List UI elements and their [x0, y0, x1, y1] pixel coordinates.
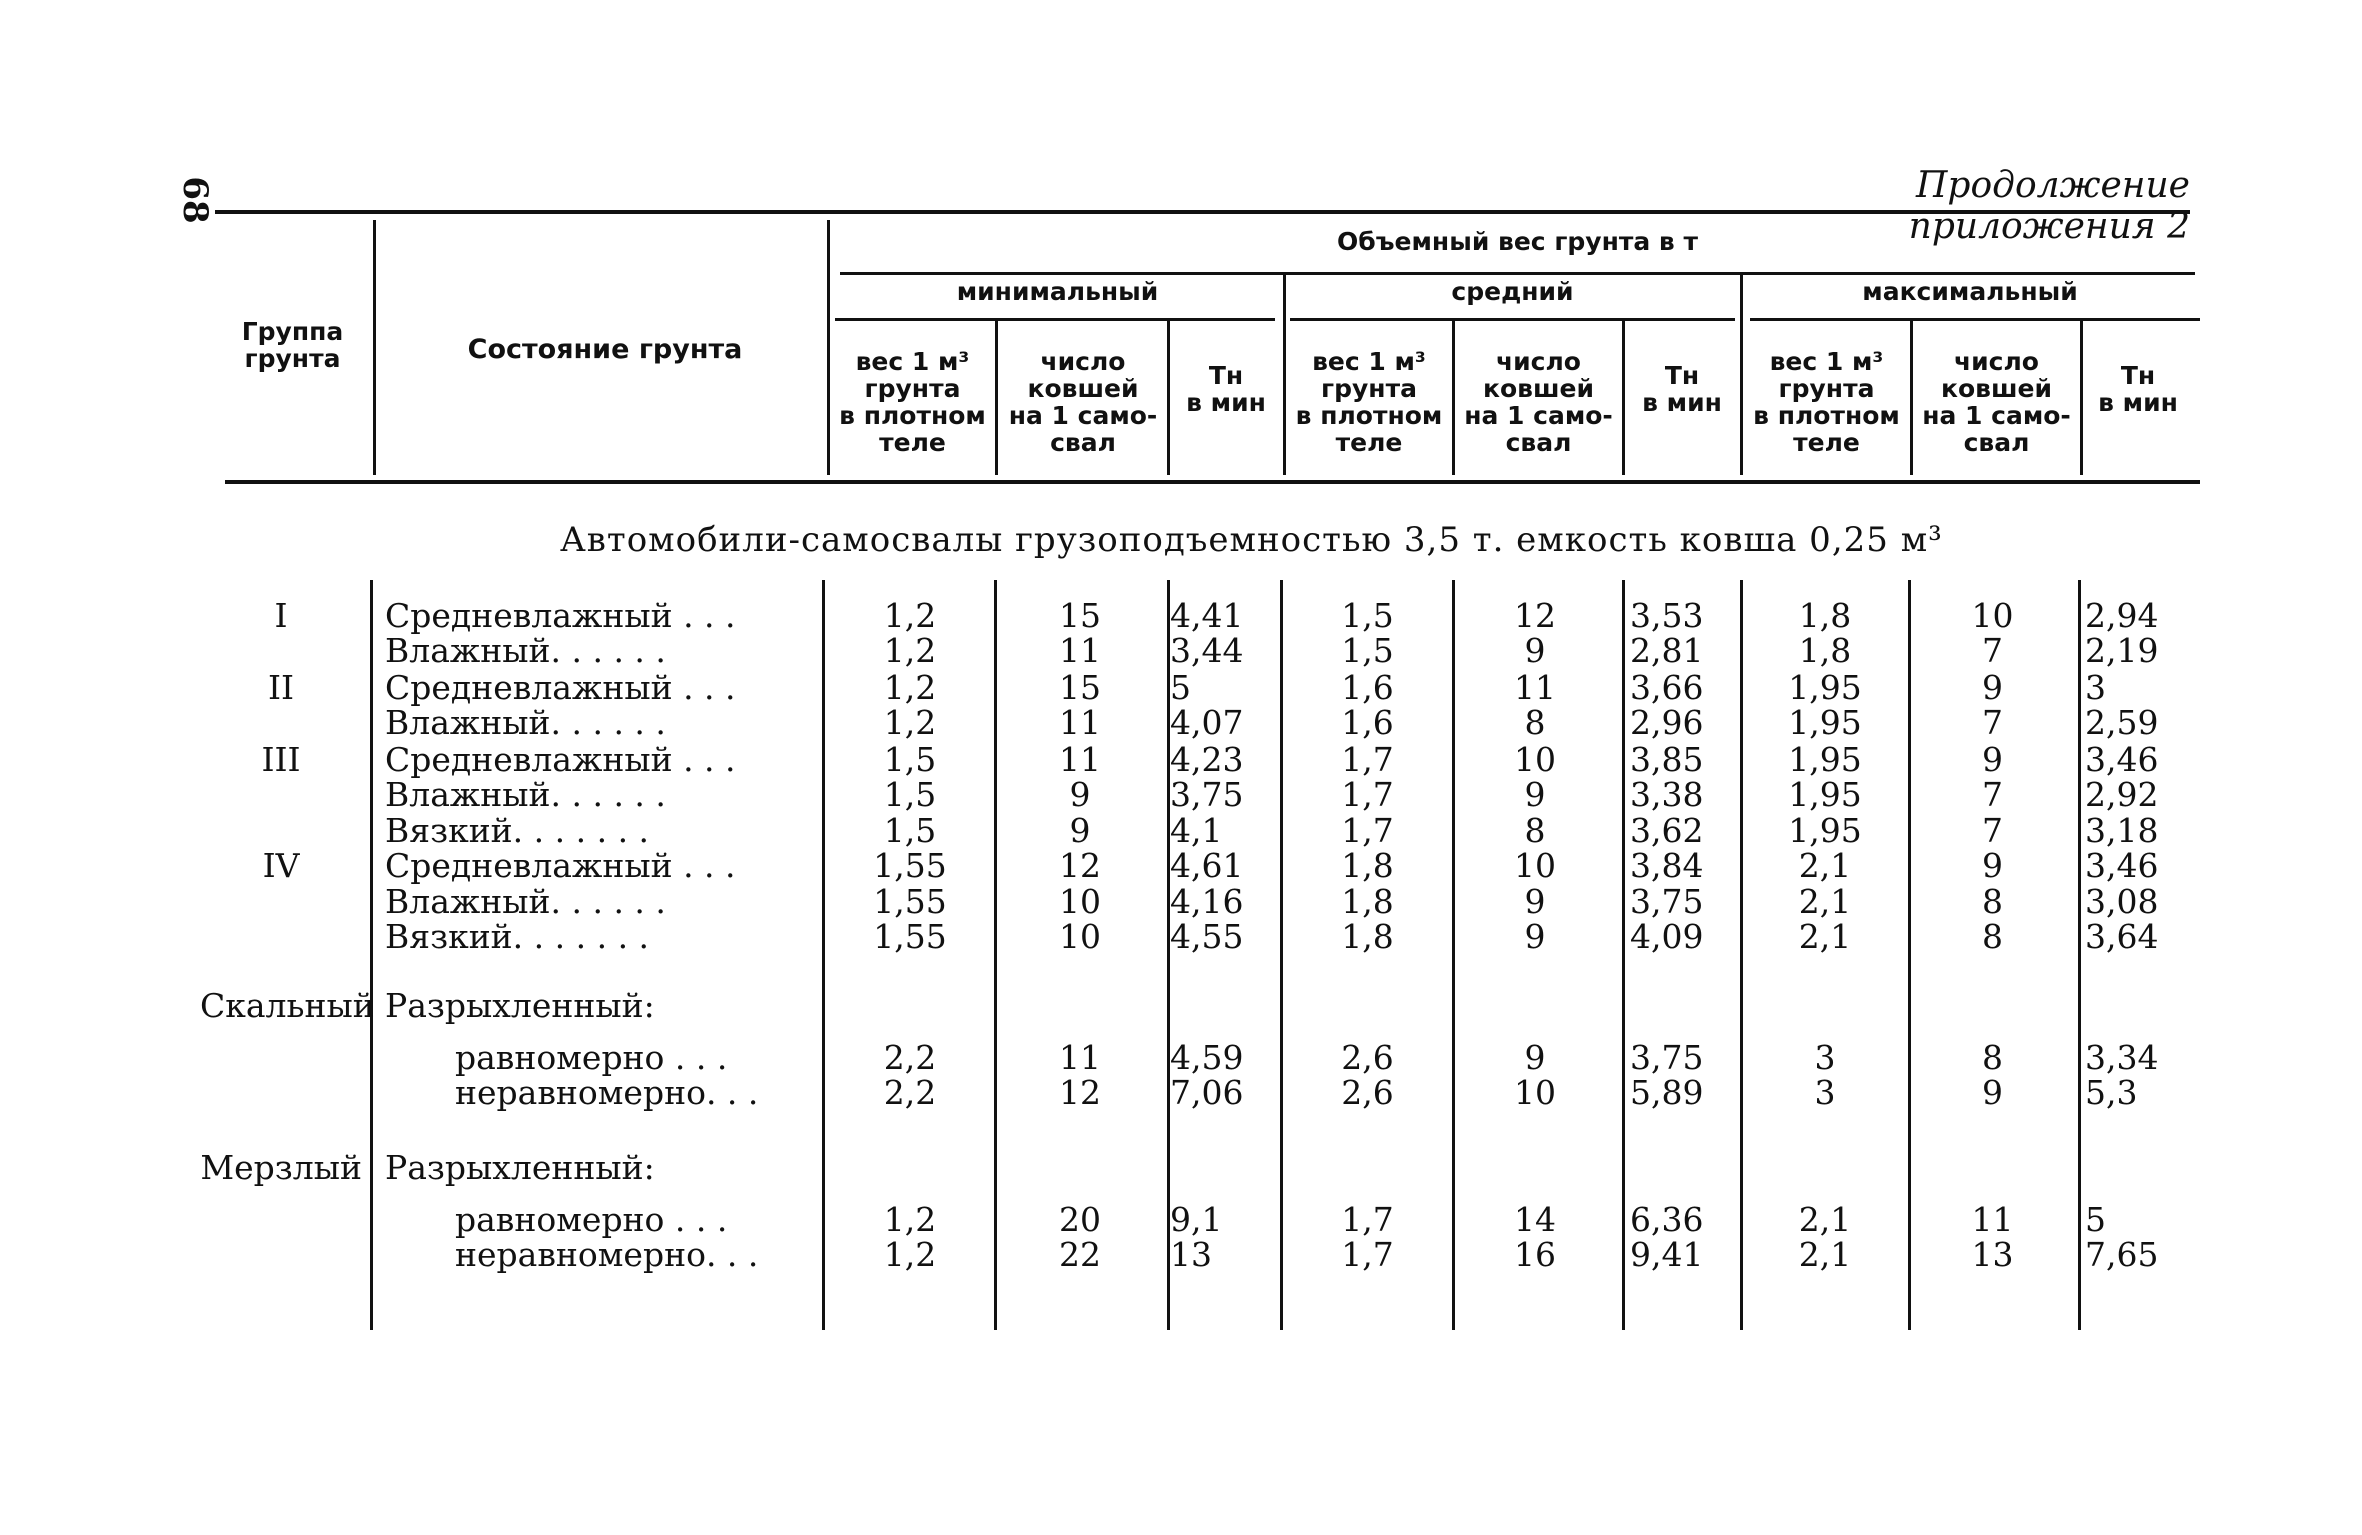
value-cell: 9 — [1524, 1038, 1546, 1077]
top-rule — [215, 210, 2190, 214]
value-cell: 2,81 — [1630, 631, 1704, 670]
value-cell: 2,92 — [2085, 775, 2159, 814]
value-cell: 1,8 — [1798, 596, 1852, 635]
value-cell: 3,34 — [2085, 1038, 2159, 1077]
value-cell: 2,6 — [1341, 1038, 1394, 1077]
value-cell: 15 — [1059, 596, 1101, 635]
value-cell: 11 — [1059, 1038, 1101, 1077]
value-cell: 9,41 — [1630, 1235, 1704, 1274]
header-bottom-rule — [225, 480, 2200, 484]
value-cell: 9 — [1069, 811, 1091, 850]
value-cell: 1,2 — [883, 631, 937, 670]
value-cell: 10 — [1514, 1073, 1556, 1112]
value-cell: 3,84 — [1630, 846, 1704, 885]
state-cell: неравномерно. . . — [455, 1235, 759, 1274]
state-cell: Средневлажный . . . — [385, 596, 736, 635]
group-cell: II — [267, 668, 295, 707]
value-cell: 2,1 — [1798, 1235, 1852, 1274]
value-cell: 3,75 — [1630, 882, 1704, 921]
state-cell: Вязкий. . . . . . . — [385, 811, 650, 850]
value-cell: 12 — [1514, 596, 1556, 635]
value-cell: 7,06 — [1170, 1073, 1244, 1112]
header-mid-tn: Tн в мин — [1642, 361, 1722, 417]
body-vline — [822, 580, 825, 1330]
value-cell: 1,7 — [1341, 1235, 1394, 1274]
value-cell: 2,1 — [1798, 846, 1852, 885]
body-vline — [1740, 580, 1743, 1330]
body-vline — [1452, 580, 1455, 1330]
group-cell: I — [274, 596, 288, 635]
value-cell: 3,64 — [2085, 917, 2159, 956]
header-max-weight: вес 1 м³ грунта в плотном теле — [1753, 347, 1900, 457]
value-cell: 4,09 — [1630, 917, 1704, 956]
state-cell: равномерно . . . — [455, 1200, 728, 1239]
header-volume-weight: Объемный вес грунта в т — [1337, 227, 1698, 256]
value-cell: 4,41 — [1170, 596, 1244, 635]
value-cell: 6,36 — [1630, 1200, 1704, 1239]
value-cell: 9 — [1524, 775, 1546, 814]
state-cell: Разрыхленный: — [385, 986, 655, 1025]
value-cell: 10 — [1059, 882, 1101, 921]
value-cell: 1,5 — [883, 775, 937, 814]
value-cell: 3,46 — [2085, 740, 2159, 779]
value-cell: 3,38 — [1630, 775, 1704, 814]
header-maximal: максимальный — [1862, 277, 2078, 306]
value-cell: 10 — [1971, 596, 2014, 635]
header-max-rule — [1750, 318, 2200, 321]
value-cell: 3 — [1814, 1038, 1836, 1077]
value-cell: 20 — [1059, 1200, 1101, 1239]
value-cell: 4,1 — [1170, 811, 1223, 850]
value-cell: 1,5 — [883, 811, 937, 850]
header-mid-weight: вес 1 м³ грунта в плотном теле — [1295, 347, 1443, 457]
state-cell: Средневлажный . . . — [385, 740, 736, 779]
value-cell: 1,8 — [1341, 846, 1394, 885]
value-cell: 3,08 — [2085, 882, 2159, 921]
header-vline — [373, 220, 376, 475]
value-cell: 4,23 — [1170, 740, 1244, 779]
value-cell: 1,55 — [873, 882, 947, 921]
header-medium: средний — [1451, 277, 1574, 306]
value-cell: 2,1 — [1798, 917, 1852, 956]
value-cell: 3,18 — [2085, 811, 2159, 850]
value-cell: 11 — [1059, 740, 1101, 779]
header-minimal: минимальный — [956, 277, 1159, 306]
value-cell: 1,7 — [1341, 1200, 1394, 1239]
value-cell: 1,95 — [1788, 740, 1862, 779]
value-cell: 9 — [1982, 740, 2003, 779]
state-cell: Влажный. . . . . . — [385, 703, 666, 742]
value-cell: 9 — [1982, 1073, 2003, 1112]
value-cell: 3,75 — [1630, 1038, 1704, 1077]
value-cell: 1,55 — [873, 917, 947, 956]
value-cell: 3,85 — [1630, 740, 1704, 779]
value-cell: 5 — [2085, 1200, 2106, 1239]
value-cell: 2,1 — [1798, 1200, 1852, 1239]
group-cell: Скальный — [200, 986, 375, 1025]
value-cell: 3,75 — [1170, 775, 1244, 814]
value-cell: 4,59 — [1170, 1038, 1244, 1077]
value-cell: 1,7 — [1341, 775, 1394, 814]
value-cell: 2,2 — [883, 1038, 937, 1077]
group-cell: Мерзлый — [200, 1148, 362, 1187]
value-cell: 2,94 — [2085, 596, 2159, 635]
value-cell: 7 — [1982, 703, 2003, 742]
continuation-title: Продолжение приложения 2 — [1908, 165, 2190, 247]
header-min-weight: вес 1 м³ грунта в плотном теле — [839, 347, 986, 457]
header-max-tn: Tн в мин — [2098, 361, 2178, 417]
value-cell: 5,89 — [1630, 1073, 1704, 1112]
header-state: Состояние грунта — [467, 334, 743, 365]
body-vline — [370, 580, 373, 1330]
state-cell: Средневлажный . . . — [385, 668, 736, 707]
value-cell: 8 — [1982, 1038, 2003, 1077]
value-cell: 4,55 — [1170, 917, 1244, 956]
section-subtitle: Автомобили-самосвалы грузоподъемностью 3,5 т. емкость ковша 0,25 м³ — [560, 520, 1943, 560]
value-cell: 22 — [1059, 1235, 1101, 1274]
value-cell: 1,7 — [1341, 811, 1394, 850]
value-cell: 2,59 — [2085, 703, 2159, 742]
value-cell: 9 — [1982, 846, 2003, 885]
value-cell: 8 — [1524, 811, 1546, 850]
value-cell: 1,5 — [883, 740, 937, 779]
value-cell: 7 — [1982, 631, 2003, 670]
state-cell: Разрыхленный: — [385, 1148, 655, 1187]
value-cell: 4,07 — [1170, 703, 1244, 742]
value-cell: 1,95 — [1788, 668, 1862, 707]
value-cell: 9 — [1524, 917, 1546, 956]
page-number: 68 — [175, 176, 215, 224]
value-cell: 1,2 — [883, 668, 937, 707]
value-cell: 1,2 — [883, 1200, 937, 1239]
state-cell: Влажный. . . . . . — [385, 631, 666, 670]
header-min-buckets: число ковшей на 1 само- свал — [1008, 347, 1158, 457]
value-cell: 11 — [1514, 668, 1556, 707]
value-cell: 2,96 — [1630, 703, 1704, 742]
value-cell: 3,62 — [1630, 811, 1704, 850]
body-vline — [1622, 580, 1625, 1330]
value-cell: 1,5 — [1341, 631, 1394, 670]
value-cell: 1,8 — [1341, 917, 1394, 956]
state-cell: Средневлажный . . . — [385, 846, 736, 885]
value-cell: 11 — [1059, 703, 1101, 742]
group-cell: III — [261, 740, 301, 779]
value-cell: 9,1 — [1170, 1200, 1223, 1239]
header-min-tn: Tн в мин — [1186, 361, 1266, 417]
value-cell: 11 — [1059, 631, 1101, 670]
value-cell: 3,46 — [2085, 846, 2159, 885]
value-cell: 1,7 — [1341, 740, 1394, 779]
value-cell: 2,6 — [1341, 1073, 1394, 1112]
value-cell: 4,61 — [1170, 846, 1244, 885]
value-cell: 8 — [1524, 703, 1546, 742]
value-cell: 10 — [1514, 740, 1556, 779]
value-cell: 13 — [1170, 1235, 1212, 1274]
header-group: Группа грунта — [241, 317, 344, 373]
value-cell: 1,2 — [883, 596, 937, 635]
value-cell: 2,2 — [883, 1073, 937, 1112]
value-cell: 4,16 — [1170, 882, 1244, 921]
value-cell: 1,2 — [883, 703, 937, 742]
value-cell: 2,19 — [2085, 631, 2159, 670]
value-cell: 1,8 — [1798, 631, 1852, 670]
header-mid-buckets: число ковшей на 1 само- свал — [1464, 347, 1613, 457]
value-cell: 1,95 — [1788, 775, 1862, 814]
value-cell: 10 — [1059, 917, 1101, 956]
value-cell: 3,44 — [1170, 631, 1244, 670]
value-cell: 9 — [1524, 882, 1546, 921]
value-cell: 14 — [1514, 1200, 1556, 1239]
value-cell: 1,55 — [873, 846, 947, 885]
value-cell: 1,2 — [883, 1235, 937, 1274]
value-cell: 2,1 — [1798, 882, 1852, 921]
value-cell: 1,6 — [1341, 668, 1394, 707]
value-cell: 7,65 — [2085, 1235, 2159, 1274]
body-vline — [1280, 580, 1283, 1330]
value-cell: 16 — [1514, 1235, 1556, 1274]
value-cell: 5 — [1170, 668, 1191, 707]
value-cell: 13 — [1971, 1235, 2014, 1274]
value-cell: 7 — [1982, 775, 2003, 814]
value-cell: 1,95 — [1788, 811, 1862, 850]
value-cell: 8 — [1982, 917, 2003, 956]
value-cell: 1,5 — [1341, 596, 1394, 635]
value-cell: 1,8 — [1341, 882, 1394, 921]
header-mid-rule — [1290, 318, 1735, 321]
value-cell: 15 — [1059, 668, 1101, 707]
state-cell: Влажный. . . . . . — [385, 775, 666, 814]
body-vline — [994, 580, 997, 1330]
body-vline — [1908, 580, 1911, 1330]
header-max-buckets: число ковшей на 1 само- свал — [1922, 347, 2071, 457]
value-cell: 12 — [1059, 1073, 1101, 1112]
state-cell: Влажный. . . . . . — [385, 882, 666, 921]
state-cell: неравномерно. . . — [455, 1073, 759, 1112]
value-cell: 7 — [1982, 811, 2003, 850]
value-cell: 8 — [1982, 882, 2003, 921]
value-cell: 5,3 — [2085, 1073, 2138, 1112]
header-min-rule — [835, 318, 1275, 321]
value-cell: 1,6 — [1341, 703, 1394, 742]
value-cell: 3 — [1814, 1073, 1836, 1112]
value-cell: 10 — [1514, 846, 1556, 885]
body-vline — [2078, 580, 2081, 1330]
value-cell: 1,95 — [1788, 703, 1862, 742]
value-cell: 3,66 — [1630, 668, 1704, 707]
value-cell: 3,53 — [1630, 596, 1704, 635]
value-cell: 9 — [1524, 631, 1546, 670]
value-cell: 9 — [1982, 668, 2003, 707]
state-cell: Вязкий. . . . . . . — [385, 917, 650, 956]
state-cell: равномерно . . . — [455, 1038, 728, 1077]
value-cell: 9 — [1069, 775, 1091, 814]
value-cell: 11 — [1971, 1200, 2014, 1239]
group-cell: IV — [262, 846, 300, 885]
header-sub-rule — [840, 272, 2195, 275]
value-cell: 3 — [2085, 668, 2106, 707]
value-cell: 12 — [1059, 846, 1101, 885]
